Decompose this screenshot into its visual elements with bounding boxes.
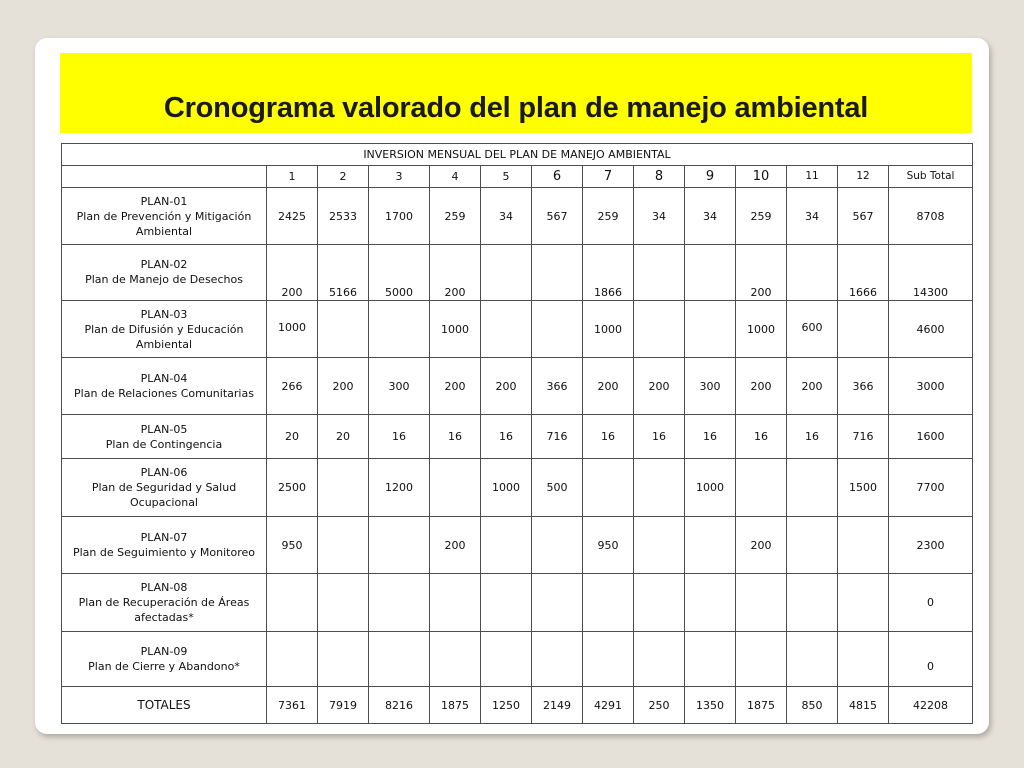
month-value: 5166 — [329, 286, 357, 299]
month-value-cell — [532, 245, 583, 301]
totals-row — [62, 687, 973, 724]
table-row — [62, 301, 973, 358]
total-value: 250 — [634, 687, 685, 724]
month-value: 1000 — [278, 320, 306, 334]
table-row — [62, 459, 973, 517]
month-value-cell — [685, 358, 736, 415]
month-value-cell — [318, 358, 369, 415]
month-value-cell — [430, 574, 481, 632]
month-value-cell — [736, 415, 787, 459]
month-value-cell — [318, 632, 369, 687]
month-header: 7 — [583, 166, 634, 188]
month-value-cell — [736, 574, 787, 632]
month-value-cell — [838, 301, 889, 358]
plan-label — [62, 632, 267, 687]
month-value-cell — [267, 459, 318, 517]
table-row — [62, 517, 973, 574]
plan-code: PLAN-05 — [140, 422, 188, 436]
month-value: 200 — [332, 379, 354, 393]
month-value-cell — [481, 459, 532, 517]
month-value-cell — [430, 459, 481, 517]
month-value-cell — [369, 415, 430, 459]
plan-label — [62, 245, 267, 301]
table-row — [62, 358, 973, 415]
month-value: 1500 — [849, 481, 877, 494]
month-value: 20 — [285, 430, 299, 443]
month-value: 200 — [750, 286, 772, 299]
month-value-cell — [838, 415, 889, 459]
month-header: 8 — [634, 166, 685, 188]
month-header-row — [62, 166, 973, 188]
month-header: 11 — [787, 166, 838, 188]
plan-label — [62, 517, 267, 574]
plan-label — [62, 188, 267, 245]
month-value-cell — [787, 415, 838, 459]
month-value-cell — [267, 301, 318, 358]
month-value-cell — [369, 301, 430, 358]
month-value-cell — [838, 358, 889, 415]
plan-code: PLAN-01 — [140, 194, 188, 208]
month-value-cell — [787, 358, 838, 415]
month-value-cell — [369, 632, 430, 687]
month-value: 1866 — [594, 286, 622, 299]
plan-name: Plan de Difusión y Educación Ambiental — [84, 322, 244, 351]
month-value-cell — [267, 415, 318, 459]
month-value-cell — [430, 245, 481, 301]
month-value: 200 — [444, 379, 466, 393]
month-value-cell — [787, 188, 838, 245]
subtotal-cell — [889, 574, 973, 632]
month-value-cell — [267, 358, 318, 415]
month-value-cell — [583, 245, 634, 301]
month-value-cell — [481, 415, 532, 459]
month-header: 6 — [532, 166, 583, 188]
plan-name: Plan de Cierre y Abandono* — [88, 660, 240, 673]
month-value-cell — [634, 245, 685, 301]
plan-code: PLAN-08 — [140, 581, 188, 594]
subtotal-value: 7700 — [916, 481, 945, 494]
plan-name: Plan de Seguimiento y Monitoreo — [72, 546, 256, 559]
table-row — [62, 574, 973, 632]
month-value: 200 — [281, 286, 303, 299]
month-value-cell — [583, 632, 634, 687]
total-value: 2149 — [532, 687, 583, 724]
month-value-cell — [318, 517, 369, 574]
month-value-cell — [583, 459, 634, 517]
plan-label — [62, 301, 267, 358]
plan-code: PLAN-03 — [140, 307, 188, 321]
investment-table — [61, 143, 973, 724]
month-value: 200 — [495, 379, 517, 393]
month-value: 200 — [444, 539, 466, 552]
plan-label — [62, 415, 267, 459]
page-title: Cronograma valorado del plan de manejo ambiental — [163, 92, 869, 124]
month-value-cell — [532, 415, 583, 459]
subtotal-value: 3000 — [916, 379, 945, 393]
plan-code: PLAN-06 — [140, 466, 188, 479]
month-value: 366 — [852, 379, 874, 393]
month-value: 16 — [652, 430, 666, 443]
month-header: 5 — [481, 166, 532, 188]
total-value: 7361 — [267, 687, 318, 724]
total-value: 4815 — [838, 687, 889, 724]
month-value-cell — [318, 188, 369, 245]
month-value-cell — [838, 517, 889, 574]
month-value: 16 — [392, 430, 406, 443]
month-value: 259 — [750, 209, 772, 223]
month-value-cell — [685, 459, 736, 517]
month-value-cell — [736, 517, 787, 574]
month-value-cell — [736, 459, 787, 517]
month-value-cell — [532, 188, 583, 245]
month-value: 1000 — [747, 322, 775, 336]
plan-name: Plan de Contingencia — [105, 437, 223, 451]
month-value-cell — [583, 415, 634, 459]
plan-name: Plan de Seguridad y Salud Ocupacional — [91, 481, 237, 509]
subtotal-value: 0 — [927, 660, 934, 673]
month-value-cell — [583, 188, 634, 245]
corner-cell — [62, 166, 267, 188]
month-value: 300 — [388, 379, 410, 393]
month-value: 716 — [852, 430, 874, 443]
month-value: 567 — [546, 209, 568, 223]
month-value-cell — [736, 188, 787, 245]
subtotal-value: 8708 — [916, 209, 945, 223]
month-value-cell — [838, 188, 889, 245]
month-value-cell — [787, 459, 838, 517]
month-value: 200 — [648, 379, 670, 393]
month-value-cell — [685, 574, 736, 632]
month-value: 16 — [448, 430, 462, 443]
total-value: 1875 — [736, 687, 787, 724]
month-value-cell — [481, 301, 532, 358]
month-value-cell — [267, 632, 318, 687]
month-value: 300 — [699, 379, 721, 393]
plan-code: PLAN-02 — [140, 258, 188, 271]
month-value-cell — [369, 358, 430, 415]
month-value-cell — [430, 188, 481, 245]
month-value-cell — [583, 517, 634, 574]
month-value: 34 — [703, 209, 717, 223]
plan-label — [62, 574, 267, 632]
subtotal-value: 14300 — [913, 286, 948, 299]
month-value-cell — [481, 574, 532, 632]
month-header: 10 — [736, 166, 787, 188]
month-value-cell — [267, 574, 318, 632]
month-value-cell — [787, 301, 838, 358]
month-value: 20 — [336, 430, 350, 443]
total-value: 850 — [787, 687, 838, 724]
month-value: 16 — [499, 430, 513, 443]
month-value-cell — [736, 301, 787, 358]
month-value-cell — [583, 574, 634, 632]
month-value: 2500 — [278, 481, 306, 494]
month-value-cell — [787, 517, 838, 574]
subtotal-value: 1600 — [916, 430, 945, 443]
month-value-cell — [634, 415, 685, 459]
month-value: 34 — [652, 209, 666, 223]
totals-label: TOTALES — [62, 687, 267, 724]
month-value-cell — [583, 301, 634, 358]
grand-total: 42208 — [889, 687, 973, 724]
month-value-cell — [532, 632, 583, 687]
month-value: 200 — [597, 379, 619, 393]
subtotal-value: 0 — [927, 596, 934, 609]
plan-code: PLAN-04 — [140, 372, 188, 385]
month-value-cell — [369, 459, 430, 517]
subtotal-cell — [889, 188, 973, 245]
month-value: 366 — [546, 379, 568, 393]
month-value: 16 — [754, 430, 768, 443]
total-value: 1875 — [430, 687, 481, 724]
table-header: INVERSION MENSUAL DEL PLAN DE MANEJO AMBIENTAL — [62, 144, 973, 166]
table-row — [62, 245, 973, 301]
month-value-cell — [369, 245, 430, 301]
month-value-cell — [430, 517, 481, 574]
month-value: 716 — [546, 430, 568, 443]
plan-label — [62, 358, 267, 415]
total-value: 7919 — [318, 687, 369, 724]
subtotal-cell — [889, 245, 973, 301]
subtotal-cell — [889, 301, 973, 358]
month-value-cell — [685, 415, 736, 459]
month-value: 950 — [281, 539, 303, 552]
subtotal-cell — [889, 517, 973, 574]
total-value: 4291 — [583, 687, 634, 724]
month-value-cell — [318, 574, 369, 632]
table-row — [62, 188, 973, 245]
month-value-cell — [267, 188, 318, 245]
subtotal-cell — [889, 632, 973, 687]
month-value-cell — [736, 358, 787, 415]
month-value-cell — [634, 632, 685, 687]
subtotal-header: Sub Total — [889, 166, 973, 188]
month-value-cell — [318, 459, 369, 517]
table-header-row — [62, 144, 973, 166]
month-value-cell — [685, 517, 736, 574]
month-value-cell — [685, 301, 736, 358]
month-value: 5000 — [385, 286, 413, 299]
subtotal-value: 4600 — [916, 322, 945, 336]
total-value: 1250 — [481, 687, 532, 724]
month-value: 1000 — [492, 481, 520, 494]
month-value-cell — [685, 188, 736, 245]
month-value: 266 — [281, 379, 303, 393]
month-value-cell — [787, 632, 838, 687]
month-value-cell — [318, 245, 369, 301]
month-header: 3 — [369, 166, 430, 188]
month-value: 200 — [750, 539, 772, 552]
month-value: 34 — [805, 209, 819, 223]
month-value-cell — [267, 245, 318, 301]
month-value-cell — [634, 358, 685, 415]
plan-name: Plan de Relaciones Comunitarias — [74, 387, 254, 400]
month-value-cell — [430, 358, 481, 415]
month-value: 16 — [805, 430, 819, 443]
month-value-cell — [787, 574, 838, 632]
month-value-cell — [430, 632, 481, 687]
month-value-cell — [838, 632, 889, 687]
month-value-cell — [318, 415, 369, 459]
month-value-cell — [634, 188, 685, 245]
month-value: 500 — [546, 481, 568, 494]
month-value-cell — [369, 574, 430, 632]
total-value: 1350 — [685, 687, 736, 724]
month-value-cell — [634, 459, 685, 517]
month-value-cell — [736, 632, 787, 687]
month-value: 34 — [499, 209, 513, 223]
plan-name: Plan de Recuperación de Áreas afectadas* — [78, 596, 250, 624]
plan-code: PLAN-07 — [140, 531, 188, 544]
month-value: 1000 — [696, 481, 724, 494]
month-value: 259 — [597, 209, 619, 223]
plan-code: PLAN-09 — [140, 645, 188, 658]
month-header: 9 — [685, 166, 736, 188]
month-value-cell — [532, 301, 583, 358]
month-value-cell — [430, 415, 481, 459]
month-value: 1000 — [594, 322, 622, 336]
month-value: 1666 — [849, 286, 877, 299]
month-value-cell — [685, 245, 736, 301]
month-value-cell — [532, 574, 583, 632]
month-value: 600 — [801, 320, 823, 334]
month-value-cell — [430, 301, 481, 358]
month-value-cell — [838, 245, 889, 301]
month-value-cell — [634, 517, 685, 574]
month-value-cell — [481, 358, 532, 415]
plan-label — [62, 459, 267, 517]
month-value-cell — [318, 301, 369, 358]
month-value: 2533 — [329, 209, 357, 223]
month-value: 1000 — [441, 322, 469, 336]
month-value: 16 — [703, 430, 717, 443]
month-value-cell — [481, 188, 532, 245]
month-value-cell — [481, 517, 532, 574]
month-value-cell — [481, 245, 532, 301]
month-value: 200 — [750, 379, 772, 393]
table-row — [62, 415, 973, 459]
month-value-cell — [685, 632, 736, 687]
month-value-cell — [838, 574, 889, 632]
month-value: 2425 — [278, 209, 306, 223]
month-value: 200 — [444, 286, 466, 299]
month-value-cell — [369, 517, 430, 574]
month-value-cell — [532, 517, 583, 574]
month-header: 1 — [267, 166, 318, 188]
subtotal-cell — [889, 358, 973, 415]
subtotal-value: 2300 — [916, 538, 945, 552]
month-header: 2 — [318, 166, 369, 188]
total-value: 8216 — [369, 687, 430, 724]
month-value-cell — [736, 245, 787, 301]
plan-name: Plan de Prevención y Mitigación Ambiental — [76, 209, 252, 238]
subtotal-cell — [889, 415, 973, 459]
month-value: 259 — [444, 209, 466, 223]
month-value-cell — [838, 459, 889, 517]
month-value-cell — [369, 188, 430, 245]
month-value: 567 — [852, 209, 874, 223]
month-value-cell — [532, 358, 583, 415]
month-value-cell — [267, 517, 318, 574]
month-value-cell — [787, 245, 838, 301]
subtotal-cell — [889, 459, 973, 517]
month-value: 16 — [601, 430, 615, 443]
table-row — [62, 632, 973, 687]
month-value: 200 — [801, 379, 823, 393]
month-header: 4 — [430, 166, 481, 188]
plan-name: Plan de Manejo de Desechos — [85, 273, 243, 286]
month-value-cell — [634, 301, 685, 358]
month-value-cell — [532, 459, 583, 517]
month-value-cell — [481, 632, 532, 687]
month-value: 1200 — [385, 481, 413, 494]
month-value: 1700 — [385, 209, 413, 223]
month-value-cell — [634, 574, 685, 632]
month-value: 950 — [597, 539, 619, 552]
month-header: 12 — [838, 166, 889, 188]
month-value-cell — [583, 358, 634, 415]
